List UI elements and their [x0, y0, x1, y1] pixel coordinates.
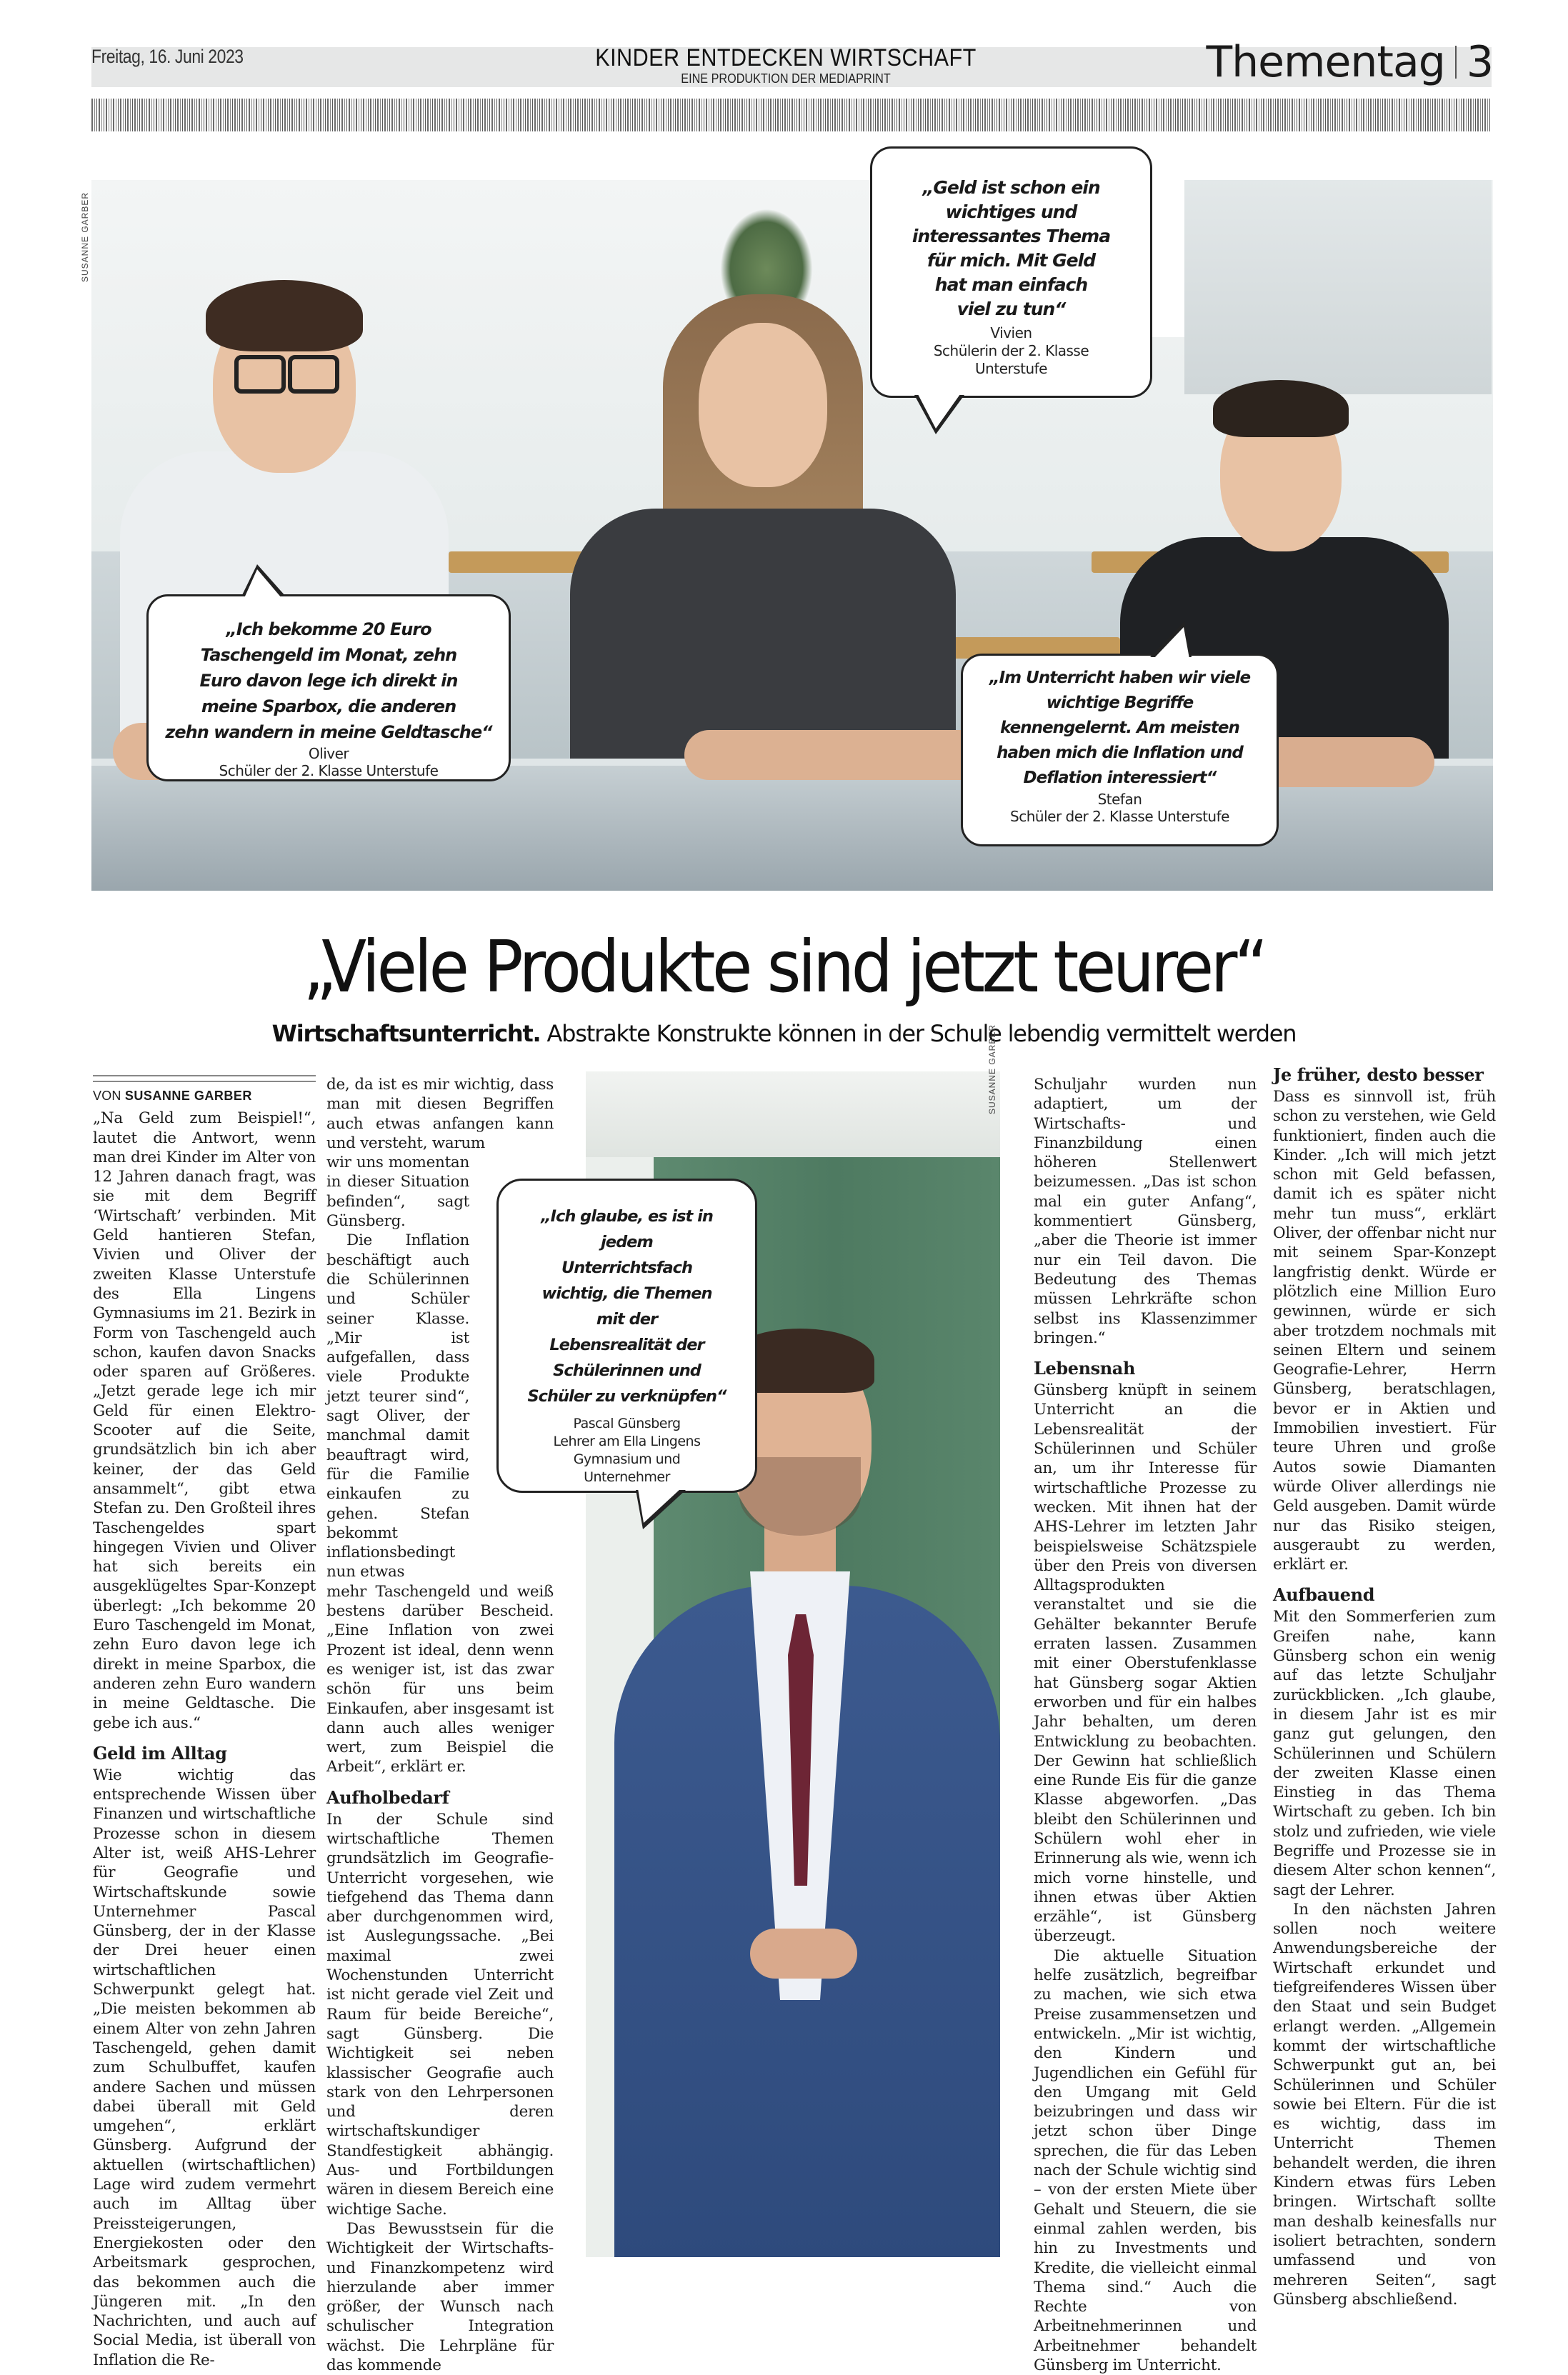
subheading-geld-im-alltag: Geld im Alltag — [93, 1742, 227, 1764]
quote-bubble-stefan — [961, 654, 1279, 846]
hero-photo-classroom — [91, 180, 1493, 891]
quote-bubble-vivien — [870, 146, 1152, 398]
quote-bubble-teacher — [496, 1179, 757, 1493]
paragraph: Mit den Sommerferien zum Greifen nahe, kann Günsberg schon ein wenig auf das letzte Schuljahr zurückblicken. „Ich glaube, in diesem Jahr ist es mir ganz gut gelungen, den Schülerinnen und Schülern der zweiten Klasse einen Einstieg in das Thema Wirtschaft zu geben. Ich bin stolz und zufrieden, wie viele Begriffe und Prozesse sie in diesem Alter schon kennen“, sagt der Lehrer. — [1273, 1608, 1496, 1899]
paragraph: Die Inflation beschäftigt auch die Schülerinnen und Schüler seiner Klasse. „Mir ist aufgefallen, dass viele Produkte jetzt teurer sind“, sagt Oliver, der manchmal damit beauftragt wird, für die Familie einkaufen zu gehen. Stefan bekommt inflationsbedingt nun etwas — [326, 1231, 469, 1581]
quote-text: „Im Unterricht haben wir viele wichtige Begriffe kennengelernt. Am meisten haben mich die Inflation und Deflation interessiert“ — [989, 669, 1251, 787]
byline-rule — [93, 1075, 316, 1082]
board-frame — [586, 1071, 1000, 1157]
section-divider — [1455, 46, 1457, 79]
paragraph: Wie wichtig das entsprechende Wissen über Finanzen und wirtschaftliche Prozesse schon in diesem Alter ist, weiß AHS-Lehrer für Geografie und Wirtschaftskunde sowie Unternehmer Pascal Günsberg, der in der Klasse der Drei heuer einen wirtschaftlichen Schwerpunkt gelegt hat. „Die meisten bekommen ab einem Alter von zehn Jahren Taschengeld, gehen damit zum Schulbuffet, kaufen andere Sachen und müssen dabei überall mit Geld umgehen“, erklärt Günsberg. Aufgrund der aktuellen (wirtschaftlichen) Lage wird zudem vermehrt auch im Alltag über Preissteigerungen, Energiekosten oder den Arbeitsmark gesprochen, das bekommen auch die Jüngeren mit. „In den Nachrichten, und auch auf Social Media, ist überall von Inflation die Re- — [93, 1766, 316, 2369]
quote-text: „Ich bekomme 20 Euro Taschengeld im Monat, zehn Euro davon lege ich direkt in meine Sparbox, die anderen zehn wandern in meine Geldtasche“ — [165, 619, 492, 742]
paragraph: mehr Taschengeld und weiß bestens darüber Bescheid. „Eine Inflation von zwei Prozent ist ideal, denn wenn es weniger ist, ist das zwar schön für uns beim Einkaufen, aber insgesamt ist dann auch alles weniger wert, zum Beispiel die Arbeit“, erklärt er. — [326, 1582, 554, 1776]
paragraph: „Na Geld zum Beispiel!“, lautet die Antwort, wenn man drei Kinder im Alter von 12 Jahren danach fragt, was sie mit dem Begriff ‘Wirtschaft’ verbinden. Mit Geld hantieren Stefan, Vivien und Oliver der zweiten Klasse Unterstufe des Ella Lingens Gymnasiums im 21. Bezirk in Form von Taschengeld auch schon, kaufen davon Snacks oder sparen auf Größeres. „Jetzt gerade lege ich mir Geld für einen Elektro-Scooter auf die Seite, grundsätzlich bin ich aber keiner, der das Geld ansammelt“, gibt etwa Stefan zu. Den Großteil ihres Taschengeldes spart hingegen Vivien und Oliver hat sich bereits ein ausgeklügeltes Spar-Konzept überlegt: „Ich bekomme 20 Euro Taschengeld im Monat, zehn Euro davon lege ich direkt in meine Sparbox, die anderen zehn Euro wandern in meine Geldtasche. Die gebe ich aus.“ — [93, 1109, 316, 1732]
quote-bubble-oliver — [146, 594, 511, 781]
teacher-hands — [750, 1929, 857, 1979]
supplement-subtitle: EINE PRODUKTION DER MEDIAPRINT — [681, 71, 891, 86]
quote-attribution: Pascal Günsberg Lehrer am Ella Lingens Gymnasium und Unternehmer — [553, 1416, 701, 1485]
subheading-aufholbedarf: Aufholbedarf — [326, 1786, 449, 1808]
arms — [684, 730, 999, 780]
subheading-lebensnah: Lebensnah — [1034, 1358, 1136, 1379]
paragraph: In den nächsten Jahren sollen noch weitere Anwendungsbereiche der Wirtschaft erkundet und tiefgreifenderes Wissen über den Staat und sein Budget erlangt werden. „Allgemein kommt der wirtschaftliche Schwerpunkt gut an, bei Schülerinnen und Schüler sowie bei Eltern. Für die ist es wichtig, dass im Unterricht Themen behandelt werden, die ihren Kindern etwas fürs Leben bringen. Wirtschaft sollte man deshalb keinesfalls nur isoliert betrachten, sondern umfassend und von mehreren Seiten“, sagt Günsberg abschließend. — [1273, 1900, 1496, 2309]
author-name: SUSANNE GARBER — [124, 1089, 252, 1103]
quote-attribution: Oliver Schüler der 2. Klasse Unterstufe — [219, 745, 439, 779]
subhead-kicker: Wirtschaftsunterricht. — [271, 1020, 541, 1047]
supplement-title: KINDER ENTDECKEN WIRTSCHAFT — [595, 44, 977, 71]
paragraph: Günsberg knüpft in seinem Unterricht an die Lebensrealität der Schülerinnen und Schüler an, um ihr Interesse für wirtschaftliche Prozesse zu wecken. Mit ihnen hat der AHS-Lehrer im letzten Jahr beispielsweise Schätzspiele über den Preis von diversen Alltagsprodukten veranstaltet und sie die Gehälter bekannter Berufe erraten lassen. Zusammen mit einer Oberstufenklasse hat Günsberg sogar Aktien erworben und für ein halbes Jahr behalten, um deren Entwicklung zu beobachten. Der Gewinn hat schließlich eine Runde Eis für die ganze Klasse abgeworfen. „Das bleibt den Schülerinnen und Schülern wohl eher in Erinnerung als wie, wenn ich mich vorne hinstelle, und ihnen etwas über Aktien erzähle“, ist Günsberg überzeugt. — [1034, 1381, 1257, 1946]
paragraph: Die aktuelle Situation helfe zusätzlich, begreifbar zu machen, wie sich etwa Preise zusammensetzen und entwickeln. „Mir ist wichtig, den Kindern und Jugendlichen ein Gefühl für den Umgang mit Geld beizubringen und dass wir jetzt schon über Dinge sprechen, die für das Leben nach der Schule wichtig sind – von der ersten Miete über Gehalt und Steuern, die sie einmal zahlen werden, bis hin zu Investments und Kredite, die vielleicht einmal Thema sind.“ Auch die Rechte von Arbeitnehmerinnen und Arbeitnehmer behandelt Günsberg im Unterricht. — [1034, 1946, 1257, 2374]
subheading-aufbauend: Aufbauend — [1273, 1584, 1375, 1606]
paragraph: Schuljahr wurden nun adaptiert, um der Wirtschafts- und Finanzbildung einen höheren Stellenwert beizumessen. „Das ist schon mal ein guter Anfang“, kommentiert Günsberg, „aber die Theorie ist immer nur ein Teil davon. Die Bedeutung des Themas müssen Lehrkräfte schon selbst ins Klassenzimmer bringen.“ — [1034, 1076, 1257, 1347]
paragraph: wir uns momentan in dieser Situation befinden“, sagt Günsberg. — [326, 1154, 469, 1231]
article-column-4 — [1273, 1064, 1496, 2309]
photo-credit-hero: SUSANNE GARBER — [80, 191, 90, 282]
article-headline: „Viele Produkte sind jetzt teurer“ — [303, 925, 1265, 1009]
glasses-icon — [234, 355, 286, 394]
article-column-3 — [1034, 1075, 1257, 2375]
article-subhead — [0, 1020, 1568, 1047]
quote-attribution: Stefan Schüler der 2. Klasse Unterstufe — [1010, 791, 1229, 825]
section-label — [1206, 37, 1493, 87]
subhead-text: Abstrakte Konstrukte können in der Schule lebendig vermittelt werden — [540, 1020, 1297, 1047]
paragraph: In der Schule sind wirtschaftliche Themen grundsätzlich im Geografie-Unterricht vorgesehen, wie tiefgehend das Thema dann aber durchgenommen wird, ist Auslegungssache. „Bei maximal zwei Wochenstunden Unterricht ist nicht gerade viel Zeit und Raum für beide Bereiche“, sagt Günsberg. Die Wichtigkeit sei neben klassischer Geografie auch stark von den Lehrpersonen und deren wirtschaftskundiger Standfestigkeit abhängig. Aus- und Fortbildungen wären in diesem Bereich eine wichtige Sache. — [326, 1810, 554, 2219]
byline: VON SUSANNE GARBER — [93, 1089, 252, 1103]
subheading-je-frueher: Je früher, desto besser — [1273, 1064, 1484, 1085]
section-name: Thementag — [1206, 37, 1445, 87]
quote-text: „Ich glaube, es ist in jedem Unterrichtsfach wichtig, die Themen mit der Lebensrealität der Schülerinnen und Schüler zu verknüpfen“ — [527, 1207, 726, 1406]
paragraph: Dass es sinnvoll ist, früh schon zu verstehen, wie Geld funktioniert, finden auch die Kinder. „Ich will mich jetzt schon mit Geld befassen, damit ich es später nicht mehr tun muss“, erklärt Oliver, der offenbar nicht nur mit seinem Spar-Konzept langfristig denkt. Würde er plötzlich eine Million Euro gewinnen, würde er sich aber trotzdem nochmals mit seinen Eltern und seinem Geografie-Lehrer, Herrn Günsberg, beratschlagen, bevor er in Aktien und Immobilien investiert. Für teure Uhren und große Autos sowie Diamanten würde Oliver allerdings nie Geld ausgeben. Damit würde nur das Risiko steigen, ausgeraubt zu werden, erklärt er. — [1273, 1088, 1496, 1574]
photo-credit-teacher: SUSANNE GARBER — [987, 1024, 997, 1114]
quote-text: „Geld ist schon ein wichtiges und interessantes Thema für mich. Mit Geld hat man einfach viel zu tun“ — [912, 177, 1111, 319]
paragraph: Das Bewusstsein für die Wichtigkeit der Wirtschafts- und Finanzkompetenz wird hierzulande aber immer größer, der Wunsch nach schulischer Integration wächst. Die Lehrpläne für das kommende — [326, 2219, 554, 2374]
quote-attribution: Vivien Schülerin der 2. Klasse Unterstufe — [933, 324, 1089, 377]
wall-posters — [1184, 180, 1492, 394]
barcode-stripe — [91, 99, 1492, 131]
page-number: 3 — [1466, 37, 1493, 87]
issue-date: Freitag, 16. Juni 2023 — [91, 46, 244, 67]
paragraph: de, da ist es mir wichtig, dass man mit diesen Begriffen auch etwas anfangen kann und versteht, warum — [326, 1076, 554, 1152]
article-column-1 — [93, 1075, 316, 2370]
